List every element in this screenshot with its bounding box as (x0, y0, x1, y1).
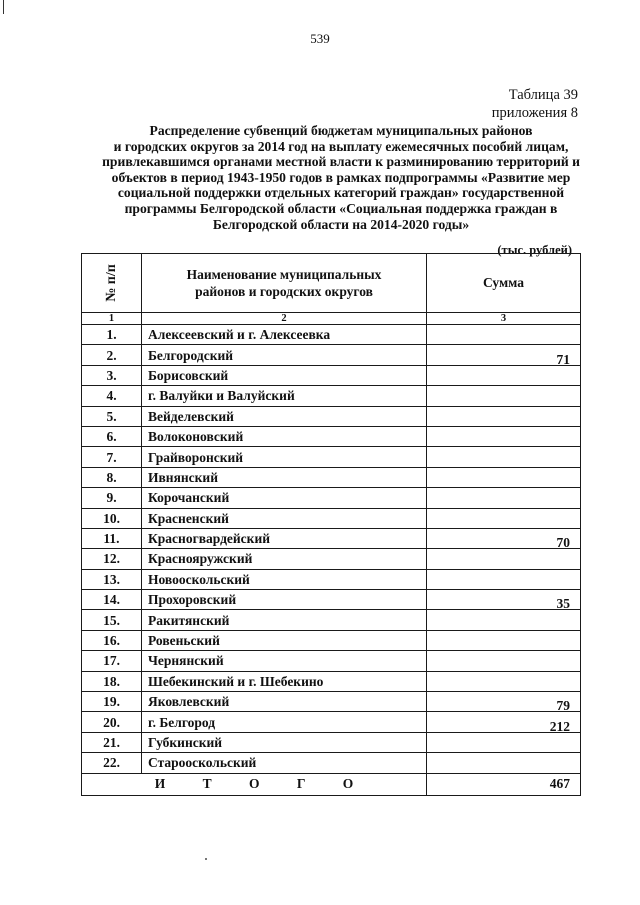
district-name: Прохоровский (142, 590, 427, 610)
sum-cell (427, 426, 581, 446)
district-name: Яковлевский (142, 692, 427, 712)
column-number: 3 (427, 313, 581, 325)
header-name-line1: Наименование муниципальных (186, 267, 382, 282)
district-name: г. Белгород (142, 712, 427, 732)
row-number: 2. (82, 345, 142, 365)
table-row (82, 692, 581, 712)
sum-cell (427, 365, 581, 385)
table-row (82, 528, 581, 548)
sum-value: 79 (556, 698, 570, 714)
table-row (82, 590, 581, 610)
sum-cell (427, 590, 581, 610)
sum-cell (427, 549, 581, 569)
header-number-cell (82, 254, 142, 313)
sum-value: 212 (549, 718, 570, 734)
sum-value: 70 (556, 535, 570, 551)
total-row (82, 773, 581, 795)
title-line: Распределение субвенций бюджетам муниципальных районов (149, 123, 533, 138)
district-name: Борисовский (142, 365, 427, 385)
district-name: Красненский (142, 508, 427, 528)
district-name: Белгородский (142, 345, 427, 365)
table-row (82, 712, 581, 732)
row-number: 19. (82, 692, 142, 712)
district-name: Шебекинский и г. Шебекино (142, 671, 427, 691)
district-name: Ивнянский (142, 467, 427, 487)
title-line: программы Белгородской области «Социальная поддержка граждан в (124, 200, 558, 216)
row-number: 11. (82, 528, 142, 548)
column-number-row (82, 313, 581, 325)
row-number: 7. (82, 447, 142, 467)
row-number: 4. (82, 386, 142, 406)
sum-cell (427, 467, 581, 487)
sum-cell (427, 345, 581, 365)
district-name: Алексеевский и г. Алексеевка (142, 325, 427, 345)
header-sum: Сумма (427, 254, 581, 313)
sum-cell (427, 406, 581, 426)
table-row (82, 426, 581, 446)
table-row (82, 508, 581, 528)
district-name: Вейделевский (142, 406, 427, 426)
total-sum: 467 (427, 773, 581, 795)
table-row (82, 671, 581, 691)
table-row (82, 569, 581, 589)
sum-cell (427, 610, 581, 630)
row-number: 22. (82, 753, 142, 773)
table-ref-line2: приложения 8 (491, 105, 578, 121)
row-number: 12. (82, 549, 142, 569)
row-number: 6. (82, 426, 142, 446)
row-number: 18. (82, 671, 142, 691)
row-number: 17. (82, 651, 142, 671)
row-number: 3. (82, 365, 142, 385)
sum-value: 35 (556, 596, 570, 612)
district-name: Красногвардейский (142, 528, 427, 548)
row-number: 5. (82, 406, 142, 426)
sum-cell (427, 630, 581, 650)
row-number: 14. (82, 590, 142, 610)
table-header-row (82, 254, 581, 313)
sum-cell (427, 488, 581, 508)
header-name-line2: районов и городских округов (195, 284, 373, 299)
table-row (82, 406, 581, 426)
district-name: Старооскольский (142, 753, 427, 773)
row-number: 9. (82, 488, 142, 508)
table-row (82, 630, 581, 650)
district-name: г. Валуйки и Валуйский (142, 386, 427, 406)
column-number: 1 (82, 313, 142, 325)
scan-edge-mark (3, 0, 4, 14)
district-name: Ровеньский (142, 630, 427, 650)
sum-value: 71 (556, 351, 570, 367)
row-number: 16. (82, 630, 142, 650)
header-number: № п/п (103, 264, 119, 302)
title-line: и городских округов за 2014 год на выплату ежемесячных пособий лицам, (113, 138, 569, 154)
district-name: Ракитянский (142, 610, 427, 630)
title-line: социальной поддержки отдельных категорий граждан» государственной (117, 185, 565, 201)
row-number: 10. (82, 508, 142, 528)
table-reference (492, 86, 578, 122)
sum-cell (427, 569, 581, 589)
table-row (82, 345, 581, 365)
sum-cell (427, 528, 581, 551)
sum-cell (427, 447, 581, 467)
title-line: Белгородской области на 2014-2020 годы» (212, 216, 470, 232)
sum-cell (427, 671, 581, 691)
district-name: Новооскольский (142, 569, 427, 589)
table-row (82, 753, 581, 773)
table-row (82, 549, 581, 569)
table-row (82, 467, 581, 487)
row-number: 15. (82, 610, 142, 630)
district-name: Краснояружский (142, 549, 427, 569)
sum-cell (427, 692, 581, 712)
district-name: Губкинский (142, 732, 427, 752)
sum-cell (427, 712, 581, 732)
table-ref-line1: Таблица 39 (508, 87, 578, 103)
sum-cell (427, 386, 581, 406)
distribution-table (81, 253, 581, 796)
title-line: привлекавшимся органами местной власти к разминированию территорий и (102, 154, 580, 170)
sum-cell (427, 732, 581, 752)
header-name-cell (142, 254, 427, 313)
units-note: (тыс. рублей) (497, 243, 572, 257)
district-name: Волоконовский (142, 426, 427, 446)
sum-cell (427, 508, 581, 528)
scan-speck (205, 858, 207, 860)
row-number: 20. (82, 712, 142, 732)
district-name: Корочанский (142, 488, 427, 508)
sum-cell (427, 753, 581, 773)
district-name: Чернянский (142, 651, 427, 671)
table-row (82, 365, 581, 385)
row-number: 8. (82, 467, 142, 487)
column-number: 2 (142, 313, 427, 325)
sum-cell (427, 325, 581, 345)
table-row (82, 488, 581, 508)
table-row (82, 651, 581, 671)
table-row (82, 610, 581, 630)
sum-cell (427, 651, 581, 671)
row-number: 1. (82, 325, 142, 345)
table-row (82, 732, 581, 752)
row-number: 21. (82, 732, 142, 752)
table-row (82, 386, 581, 406)
table-row (82, 447, 581, 467)
district-name: Грайворонский (142, 447, 427, 467)
document-title (80, 123, 602, 232)
page-number: 539 (310, 31, 330, 46)
title-line: объектов в период 1943-1950 годов в рамках подпрограммы «Развитие мер (111, 169, 571, 185)
total-label: И Т О Г О (82, 773, 427, 795)
table-row (82, 325, 581, 345)
row-number: 13. (82, 569, 142, 589)
